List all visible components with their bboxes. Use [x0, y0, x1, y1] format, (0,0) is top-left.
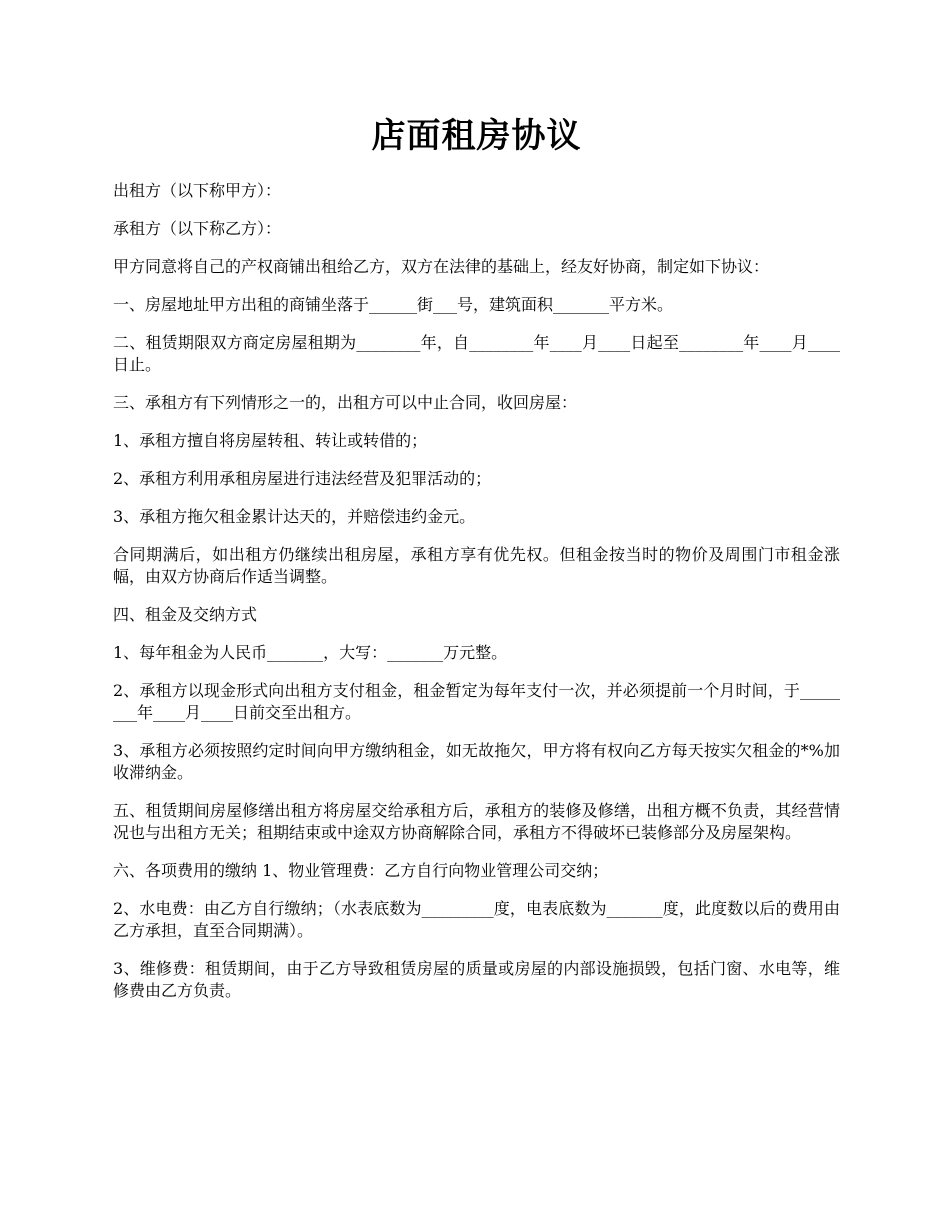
document-title: 店面租房协议 [371, 116, 582, 156]
paragraph-section-6-fees: 六、各项费用的缴纳 1、物业管理费：乙方自行向物业管理公司交纳； [113, 861, 609, 880]
paragraph-clause-3-3: 3、承租方拖欠租金累计达天的，并赔偿违约金元。 [113, 507, 476, 526]
paragraph-clause-3-2: 2、承租方利用承租房屋进行违法经营及犯罪活动的； [113, 469, 492, 488]
paragraph-clause-4-1: 1、每年租金为人民币_______，大写：_______万元整。 [113, 643, 508, 662]
paragraph-clause-4-2: 2、承租方以现金形式向出租方支付租金，租金暂定为每年支付一次，并必须提前一个月时间，于________年____月____日前交至出租方。 [113, 681, 840, 722]
paragraph-clause-6-3: 3、维修费：租赁期间，由于乙方导致租赁房屋的质量或房屋的内部设施损毁，包括门窗、水电等，维修费由乙方负责。 [113, 959, 840, 1000]
paragraph-clause-4-3: 3、承租方必须按照约定时间向甲方缴纳租金，如无故拖欠，甲方将有权向乙方每天按实欠租金的*%加收滞纳金。 [113, 741, 840, 782]
paragraph-renewal: 合同期满后，如出租方仍继续出租房屋，承租方享有优先权。但租金按当时的物价及周围门市租金涨幅，由双方协商后作适当调整。 [113, 545, 840, 586]
paragraph-clause-3-1: 1、承租方擅自将房屋转租、转让或转借的； [113, 431, 428, 450]
document-page [113, 110, 840, 1018]
paragraph-section-2-term: 二、租赁期限双方商定房屋租期为________年，自________年____月____日起至________年____月____日止。 [113, 333, 840, 374]
paragraph-lessor: 出租方（以下称甲方）： [113, 181, 282, 200]
paragraph-section-5-repairs: 五、租赁期间房屋修缮出租方将房屋交给承租方后，承租方的装修及修缮，出租方概不负责，其经营情况也与出租方无关；租期结束或中途双方协商解除合同，承租方不得破坏已装修部分及房屋架构。 [113, 801, 840, 842]
paragraph-intro: 甲方同意将自己的产权商铺出租给乙方，双方在法律的基础上，经友好协商，制定如下协议： [113, 257, 770, 276]
paragraph-lessee: 承租方（以下称乙方）： [113, 219, 282, 238]
paragraph-section-3-termination: 三、承租方有下列情形之一的，出租方可以中止合同，收回房屋： [113, 393, 578, 412]
paragraph-section-4-rent: 四、租金及交纳方式 [113, 605, 258, 624]
paragraph-section-1-address: 一、房屋地址甲方出租的商铺坐落于______街___号，建筑面积_______平方米。 [113, 295, 674, 314]
paragraph-clause-6-2: 2、水电费：由乙方自行缴纳；（水表底数为_________度，电表底数为_______度，此度数以后的费用由乙方承担，直至合同期满）。 [113, 899, 840, 940]
